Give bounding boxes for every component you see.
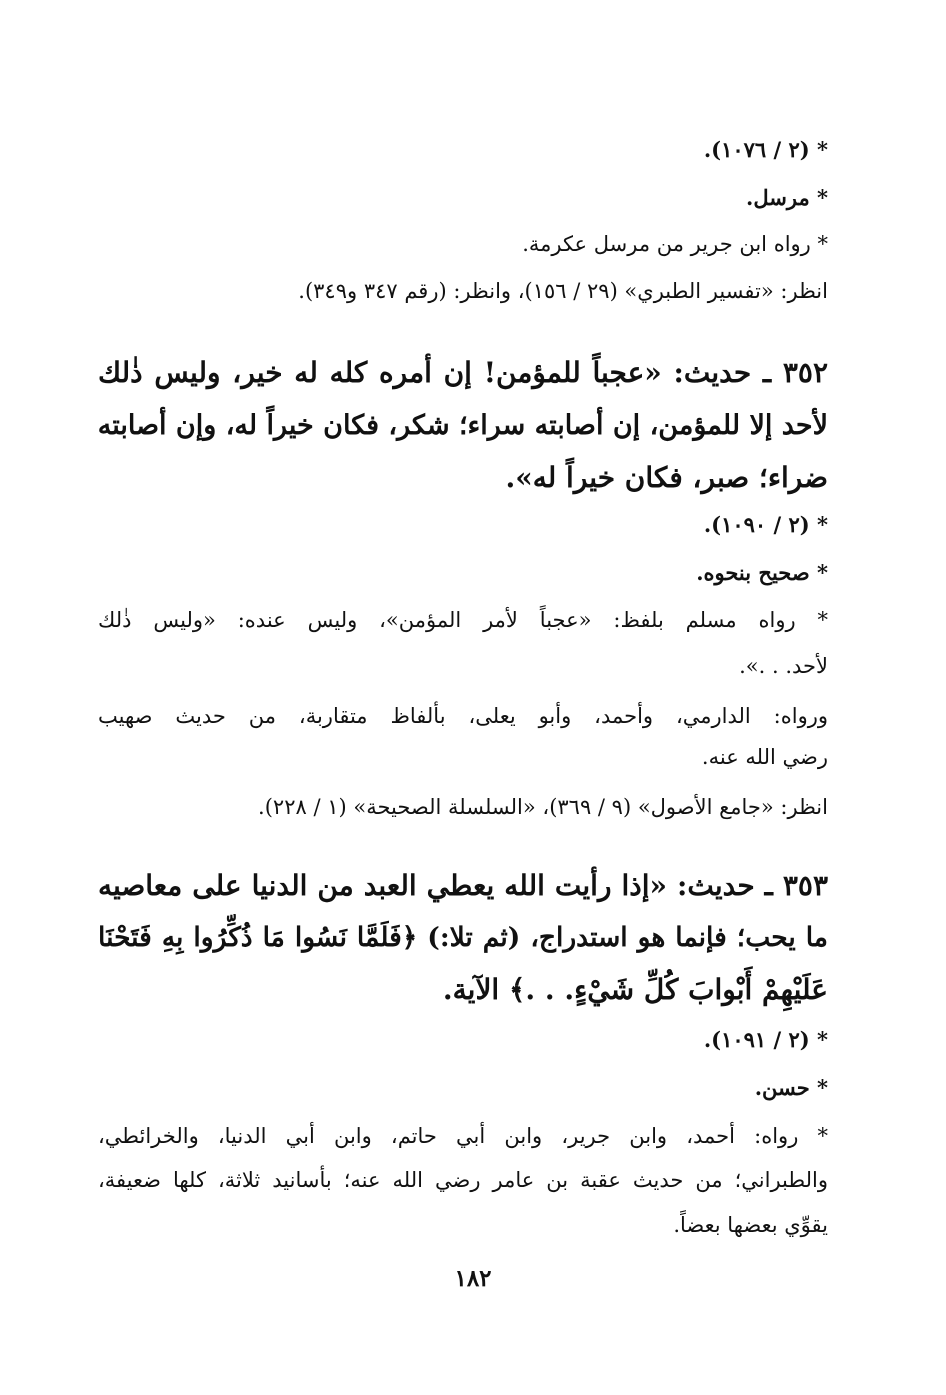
grade-line: * صحيح بنحوه. bbox=[696, 560, 828, 585]
narration-line: ورواه: الدارمي، وأحمد، وأبو يعلى، بألفاظ متقاربة، من حديث صهيب bbox=[98, 704, 828, 728]
see-also-line: انظر: «تفسير الطبري» (٢٩ / ١٥٦)، وانظر: (رقم ٣٤٧ و٣٤٩). bbox=[298, 279, 828, 303]
narration-line: * رواه مسلم بلفظ: «عجباً لأمر المؤمن»، وليس عنده: «وليس ذٰلك bbox=[98, 608, 828, 632]
reference-line: * (٢ / ١٠٩١). bbox=[703, 1027, 828, 1052]
narration-line: * رواه: أحمد، وابن جرير، وابن أبي حاتم، وابن أبي الدنيا، والخرائطي، bbox=[98, 1124, 828, 1148]
narration-line: والطبراني؛ من حديث عقبة بن عامر رضي الله عنه؛ بأسانيد ثلاثة، كلها ضعيفة، bbox=[98, 1168, 828, 1192]
reference-line: * (٢ / ١٠٩٠). bbox=[703, 512, 828, 537]
reference-line: * (٢ / ١٠٧٦). bbox=[703, 137, 828, 162]
hadith-353-text: عَلَيْهِمْ أَبْوابَ كُلِّ شَيْءٍ. . .﴾ الآية. bbox=[442, 973, 828, 1006]
hadith-352-title: ٣٥٢ ـ حديث: «عجباً للمؤمن! إن أمره كله له خير، وليس ذٰلك bbox=[98, 356, 828, 389]
hadith-352-text: لأحد إلا للمؤمن، إن أصابته سراء؛ شكر، فكان خيراً له، وإن أصابته bbox=[97, 410, 828, 441]
grade-line: * مرسل. bbox=[746, 185, 828, 210]
narration-line: * رواه ابن جرير من مرسل عكرمة. bbox=[522, 232, 828, 256]
page-number: ١٨٢ bbox=[454, 1265, 492, 1292]
narration-line: لأحد. . .». bbox=[739, 654, 828, 678]
narration-line: يقوِّي بعضها بعضاً. bbox=[673, 1213, 828, 1237]
hadith-352-text: ضراء؛ صبر، فكان خيراً له». bbox=[505, 461, 828, 494]
narration-line: رضي الله عنه. bbox=[701, 745, 828, 769]
see-also-line: انظر: «جامع الأصول» (٩ / ٣٦٩)، «السلسلة الصحيحة» (١ / ٢٢٨). bbox=[258, 795, 828, 819]
grade-line: * حسن. bbox=[754, 1075, 828, 1100]
hadith-353-text: ما يحب؛ فإنما هو استدراج، (ثم تلا:) ﴿فَلَمَّا نَسُوا مَا ذُكِّرُوا بِهِ فَتَحْنَا bbox=[98, 922, 828, 953]
hadith-353-title: ٣٥٣ ـ حديث: «إذا رأيت الله يعطي العبد من الدنيا على معاصيه bbox=[98, 869, 828, 902]
